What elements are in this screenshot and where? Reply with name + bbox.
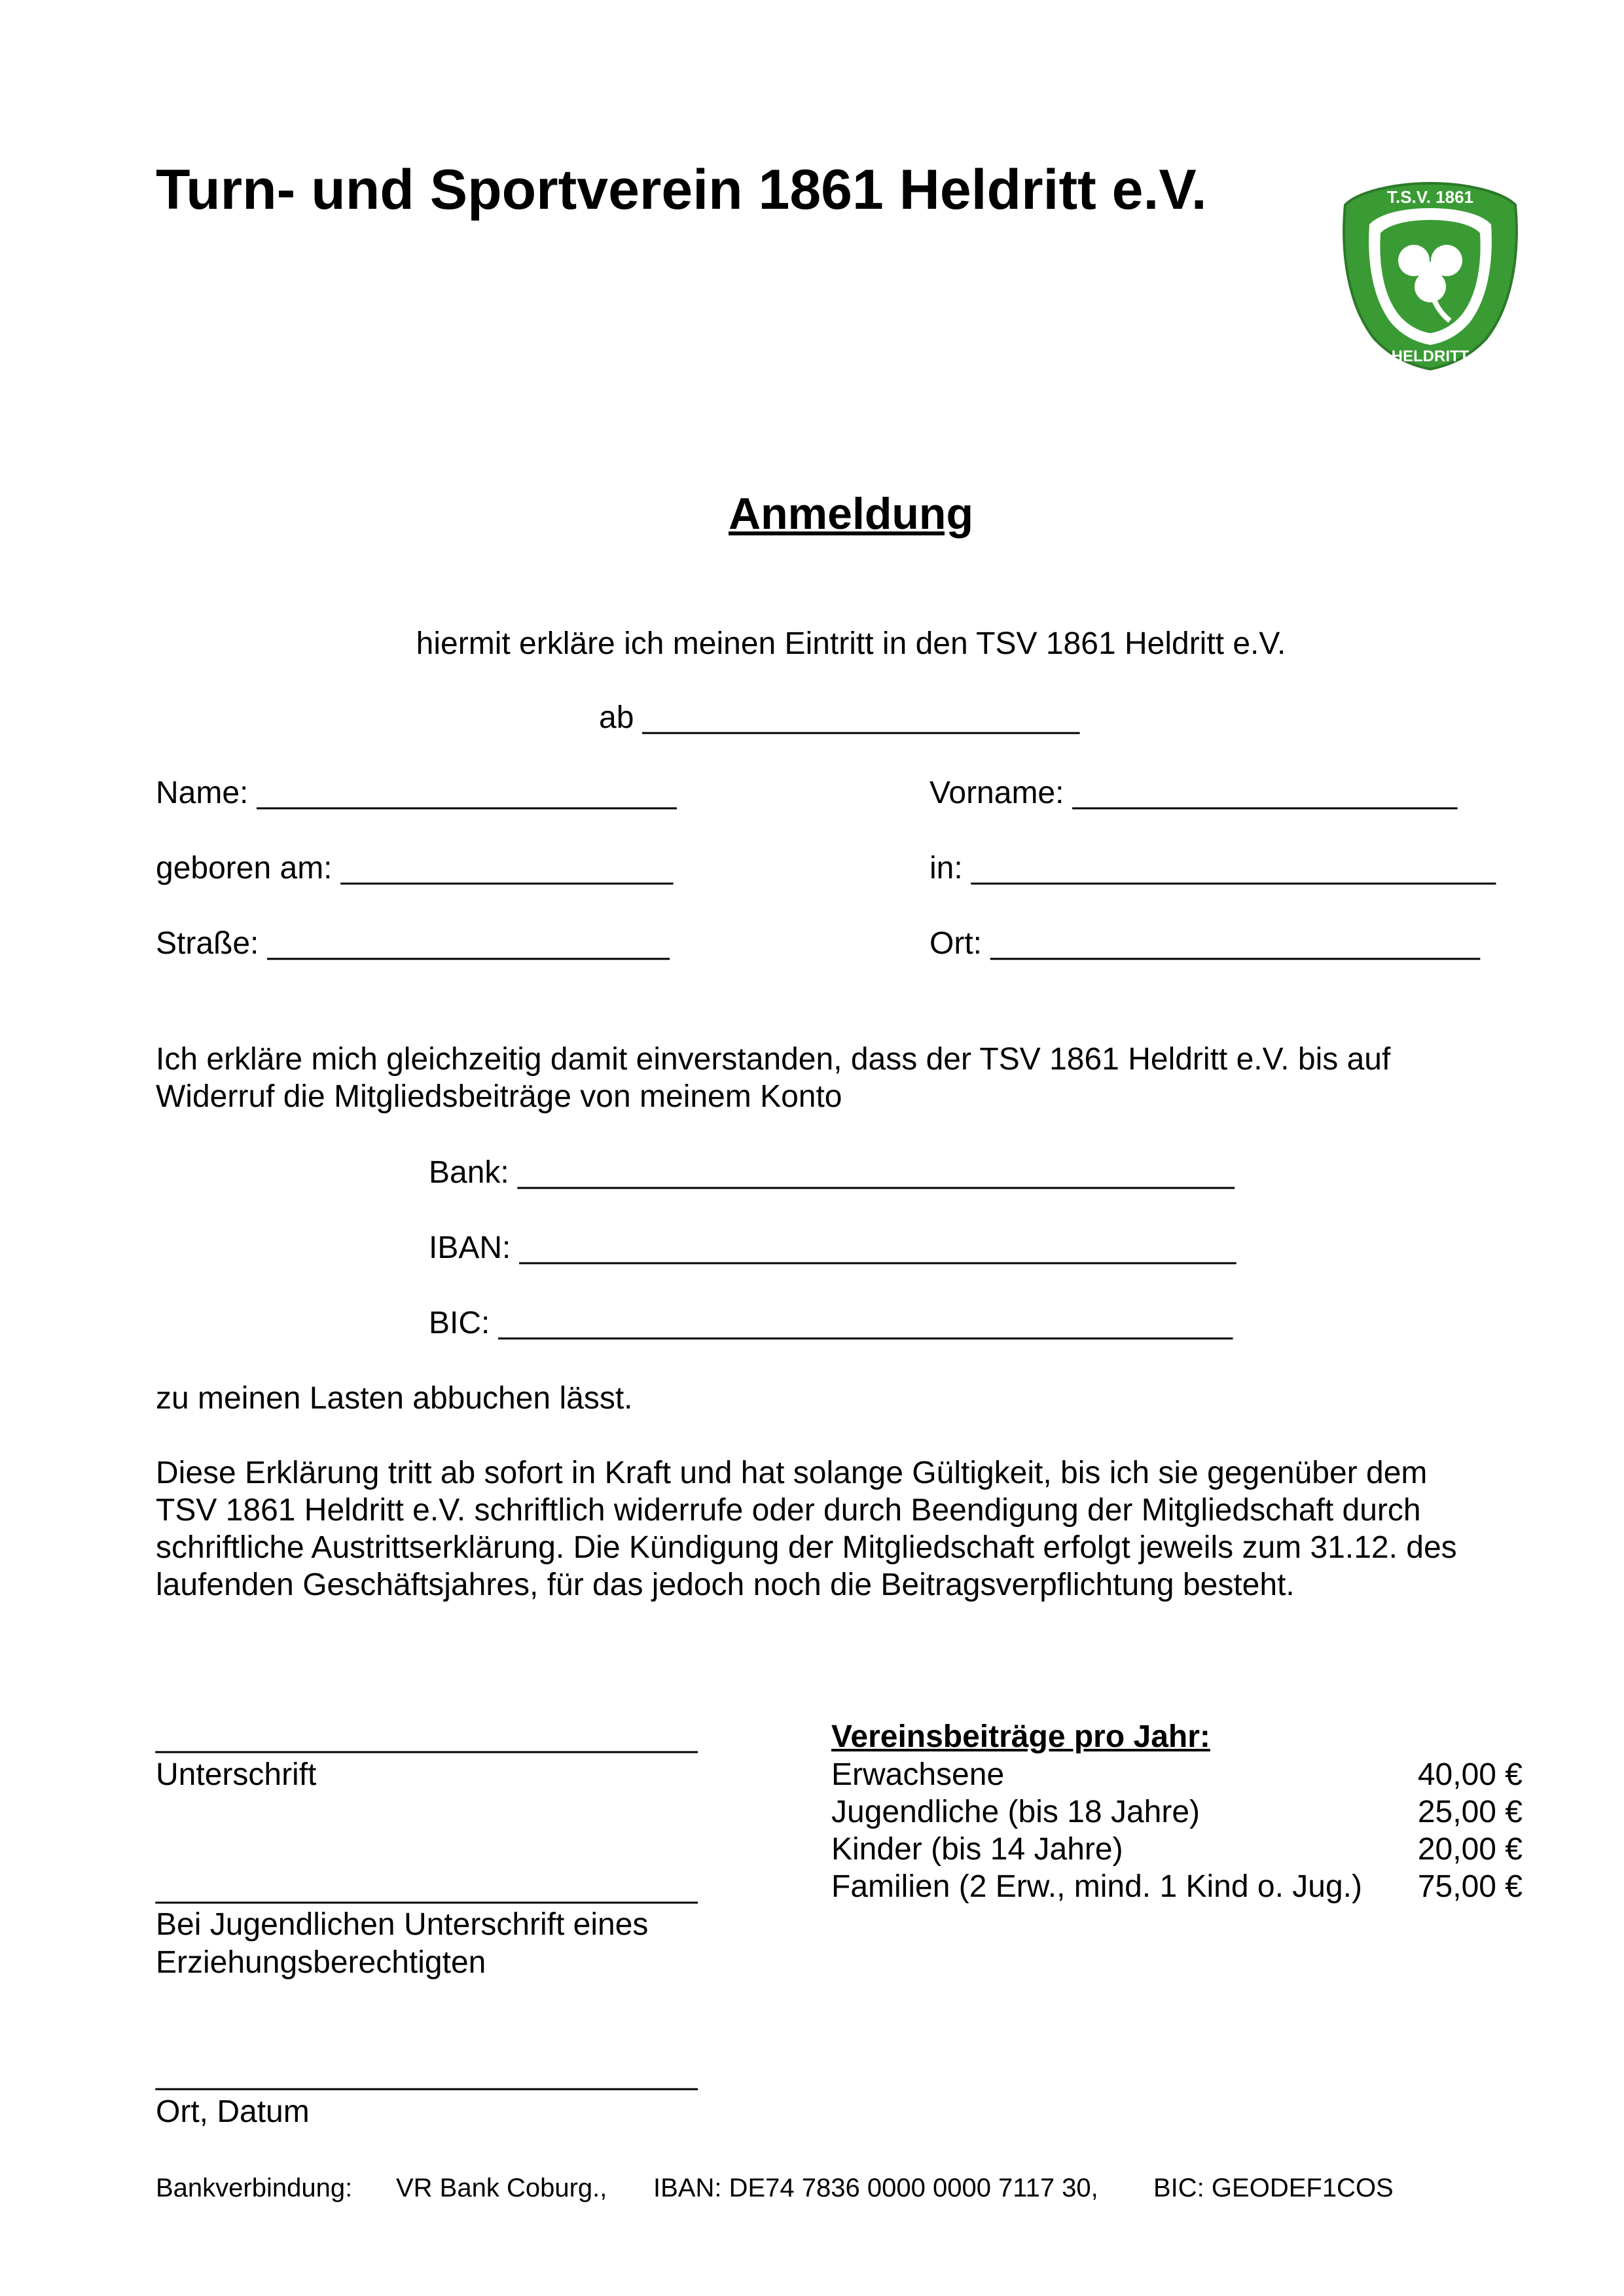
validity-line: laufenden Geschäftsjahres, für das jedoch noch die Beitragsverpflichtung besteht. [156,1568,1295,1602]
footer-bic: BIC: GEODEF1COS [1153,2174,1394,2202]
guardian-label-line: Bei Jugendlichen Unterschrift eines [156,1907,649,1942]
name-field[interactable]: Name: ________________________ [156,776,677,810]
fee-label: Familien (2 Erw., mind. 1 Kind o. Jug.) [831,1869,1362,1904]
footer-bank: VR Bank Coburg., [396,2174,607,2202]
consent-line: Ich erkläre mich gleichzeitig damit einverstanden, dass der TSV 1861 Heldritt e.V. bis auf [156,1042,1391,1077]
fee-amount: 75,00 € [1417,1869,1523,1904]
fee-amount: 25,00 € [1417,1795,1523,1829]
bic-field[interactable]: BIC: __________________________________________ [429,1306,1233,1340]
footer-iban: IBAN: DE74 7836 0000 0000 7117 30, [653,2174,1098,2202]
logo-text-top: T.S.V. 1861 [1386,187,1474,207]
fee-label: Kinder (bis 14 Jahre) [831,1832,1123,1867]
signature-label: Unterschrift [156,1757,317,1792]
footer-label: Bankverbindung: [156,2174,353,2202]
birth-date-field[interactable]: geboren am: ___________________ [156,851,674,886]
validity-paragraph [156,1454,1537,1604]
bank-field[interactable]: Bank: _________________________________________ [429,1155,1235,1190]
consent-line: Widerruf die Mitgliedsbeiträge von meinem Konto [156,1079,842,1114]
fee-amount: 40,00 € [1417,1757,1523,1792]
logo-text-bottom: HELDRITT [1391,348,1470,365]
signature-line[interactable]: _______________________________ [156,1719,698,1754]
clover-shield-logo [1335,175,1525,372]
start-date-field[interactable]: ab _________________________ [599,700,1080,735]
street-field[interactable]: Straße: _______________________ [156,926,670,961]
validity-line: TSV 1861 Heldritt e.V. schriftlich widerrufe oder durch Beendigung der Mitgliedschaft durch [156,1493,1421,1528]
fee-label: Jugendliche (bis 18 Jahre) [831,1795,1200,1829]
club-title: Turn- und Sportverein 1861 Heldritt e.V. [156,158,1207,221]
birth-place-field[interactable]: in: ______________________________ [929,851,1496,886]
form-heading: Anmeldung [729,489,973,539]
validity-line: Diese Erklärung tritt ab sofort in Kraft und hat solange Gültigkeit, bis ich sie gegenüber dem [156,1456,1428,1490]
city-field[interactable]: Ort: ____________________________ [929,926,1480,961]
intro-text: hiermit erkläre ich meinen Eintritt in den TSV 1861 Heldritt e.V. [416,626,1286,661]
validity-line: schriftliche Austrittserklärung. Die Kündigung der Mitgliedschaft erfolgt jeweils zum 31.12. des [156,1530,1457,1565]
debit-text: zu meinen Lasten abbuchen lässt. [156,1381,633,1416]
place-date-label: Ort, Datum [156,2094,310,2129]
guardian-signature-line[interactable]: _______________________________ [156,1870,698,1905]
fee-label: Erwachsene [831,1757,1005,1792]
consent-paragraph [156,1041,1537,1115]
iban-field[interactable]: IBAN: _________________________________________ [429,1230,1236,1265]
fees-title: Vereinsbeiträge pro Jahr: [831,1719,1210,1754]
fee-amount: 20,00 € [1417,1832,1523,1867]
place-date-line[interactable]: _______________________________ [156,2056,698,2091]
first-name-field[interactable]: Vorname: ______________________ [929,776,1458,810]
guardian-label-line: Erziehungsberechtigten [156,1945,486,1980]
